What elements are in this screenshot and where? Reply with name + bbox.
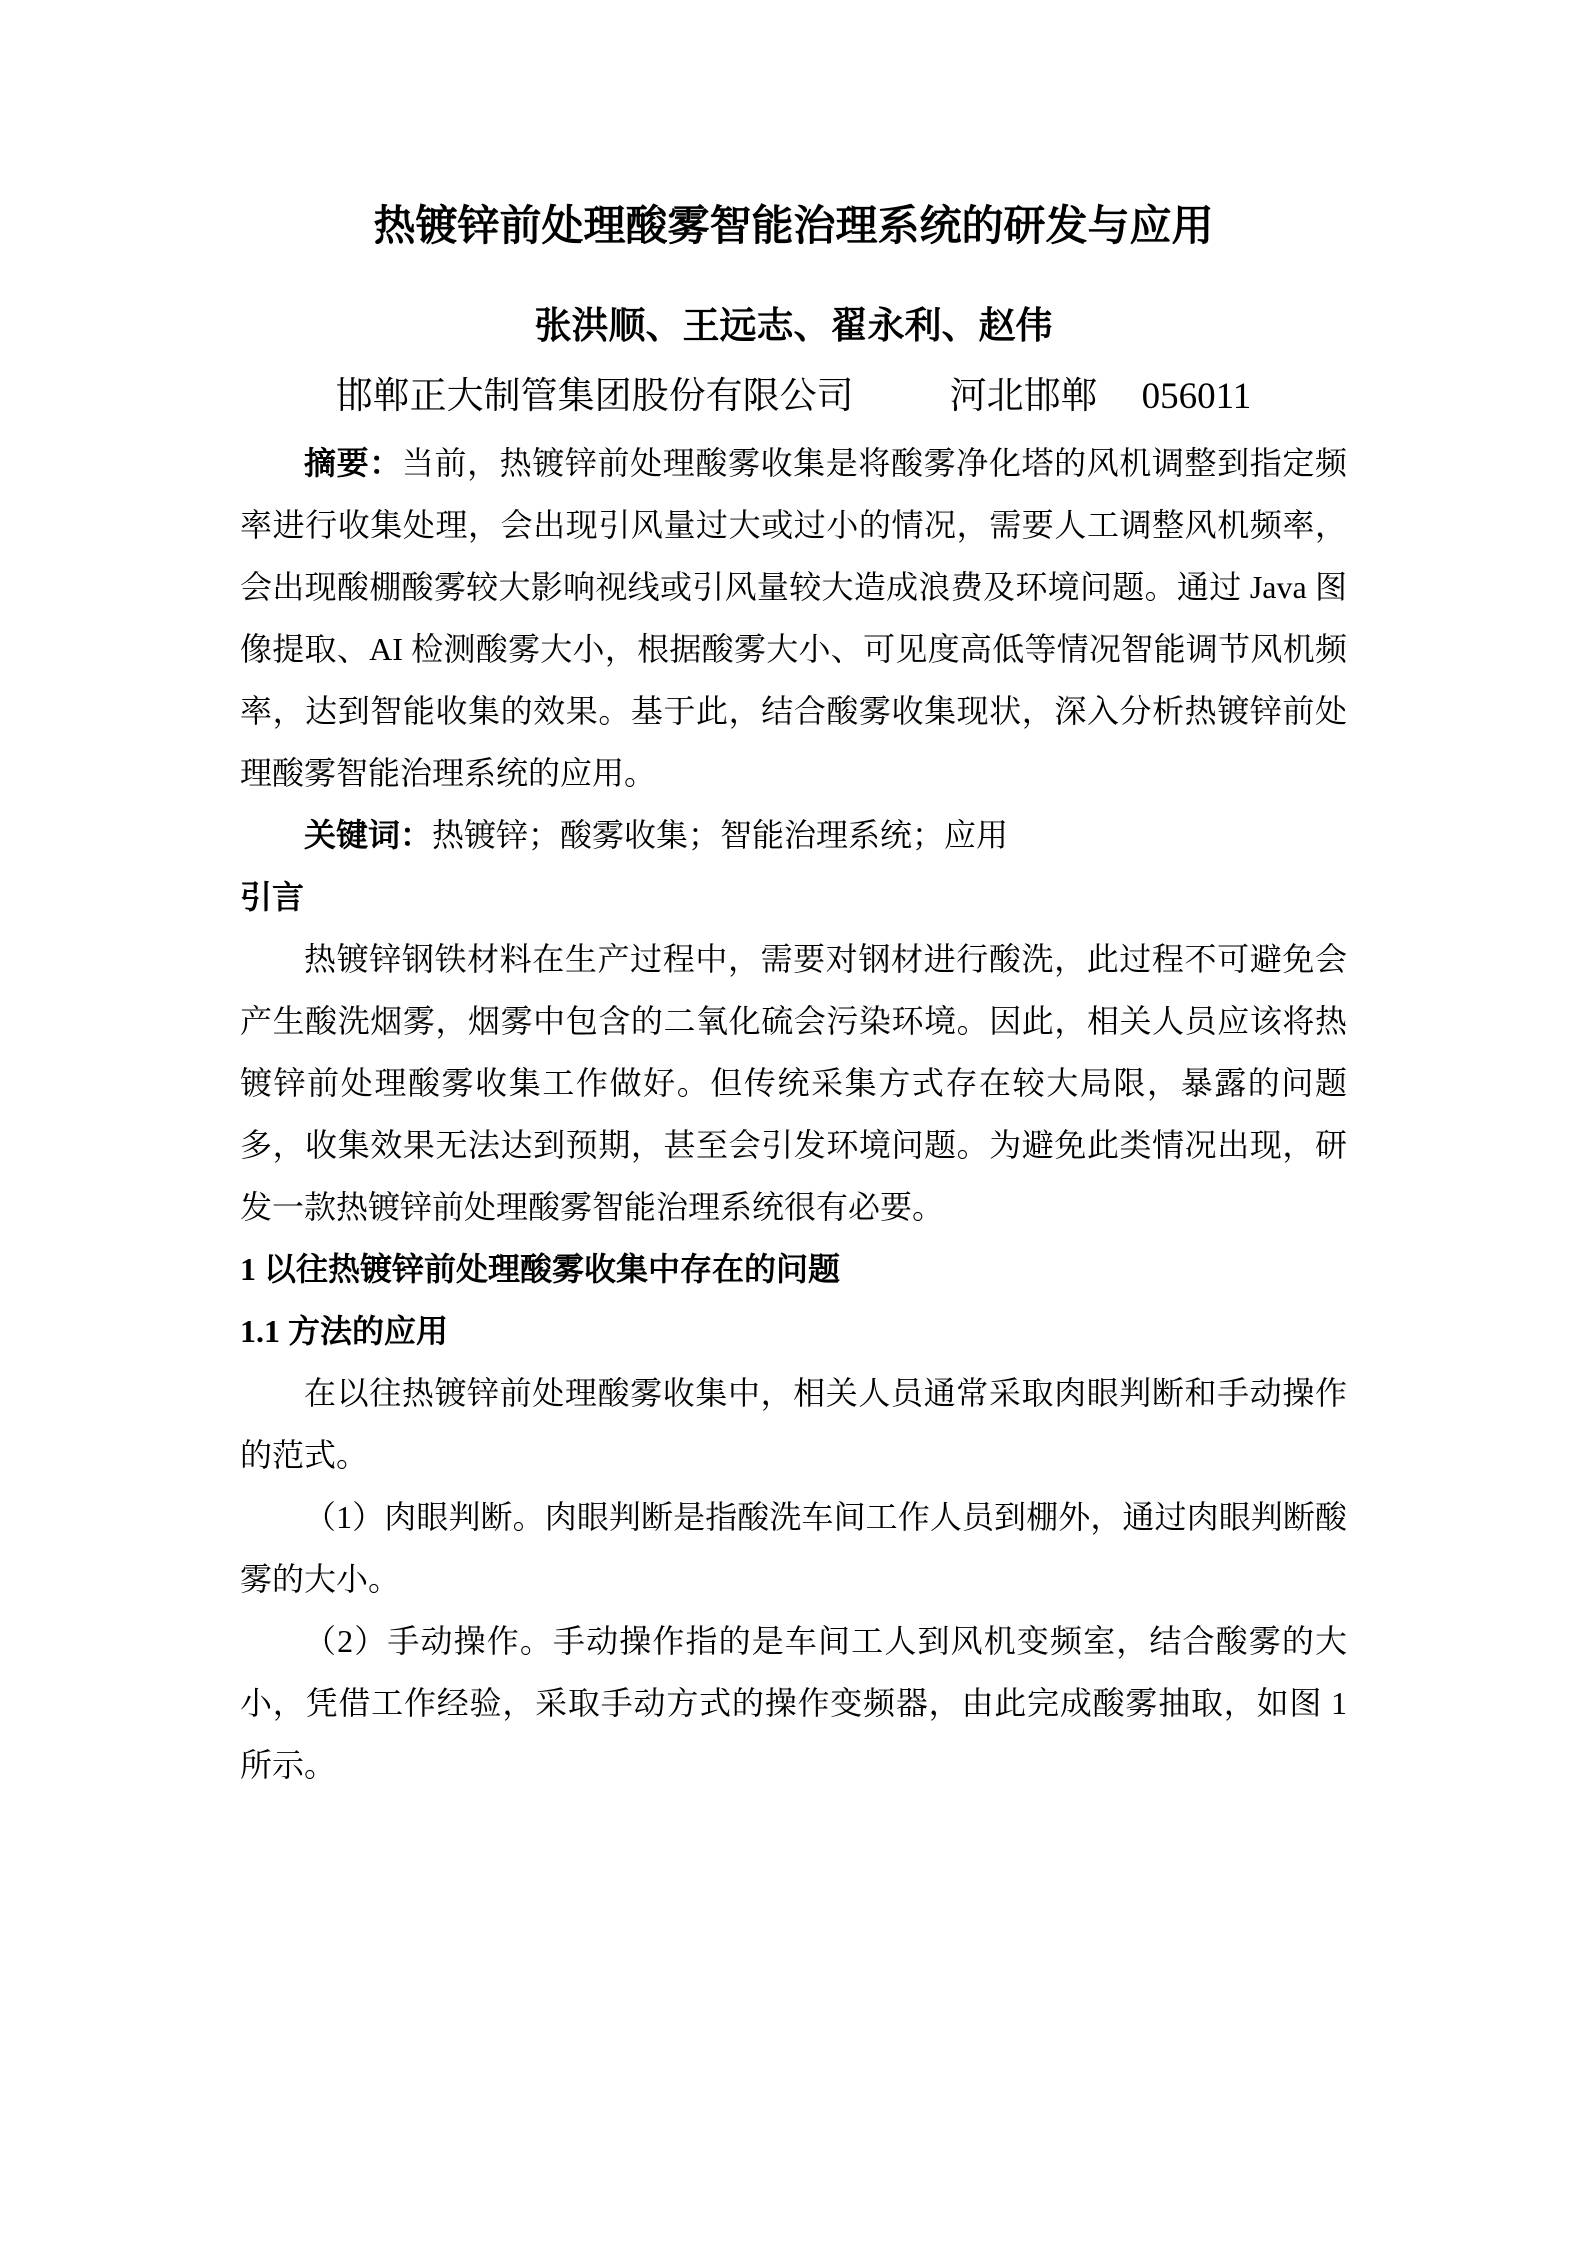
section-1-1-heading: 1.1 方法的应用 xyxy=(240,1313,449,1349)
paper-title: 热镀锌前处理酸雾智能治理系统的研发与应用 xyxy=(373,204,1214,250)
section-1-heading: 1 以往热镀锌前处理酸雾收集中存在的问题 xyxy=(240,1251,841,1287)
keywords-label: 关键词： xyxy=(304,817,433,853)
affiliation-line xyxy=(240,362,1347,432)
abstract-paragraph xyxy=(240,432,1347,804)
keywords-text: 热镀锌；酸雾收集；智能治理系统；应用 xyxy=(432,817,1009,853)
intro-heading: 引言 xyxy=(240,879,305,915)
intro-paragraph: 热镀锌钢铁材料在生产过程中，需要对钢材进行酸洗，此过程不可避免会产生酸洗烟雾，烟雾中包含的二氧化硫会污染环境。因此，相关人员应该将热镀锌前处理酸雾收集工作做好。但传统采集方式存在较大局限，暴露的问题多，收集效果无法达到预期，甚至会引发环境问题。为避免此类情况出现，研发一款热镀锌前处理酸雾智能治理系统很有必要。 xyxy=(240,941,1347,1225)
abstract-text: 当前，热镀锌前处理酸雾收集是将酸雾净化塔的风机调整到指定频率进行收集处理，会出现引风量过大或过小的情况，需要人工调整风机频率，会出现酸棚酸雾较大影响视线或引风量较大造成浪费及环境问题。通过 Java 图像提取、AI 检测酸雾大小，根据酸雾大小、可见度高低等情况智能调节风机频率，达到智能收集的效果。基于此，结合酸雾收集现状，深入分析热镀锌前处理酸雾智能治理系统的应用。 xyxy=(240,445,1347,791)
section-1-1-paragraph-3: （2）手动操作。手动操作指的是车间工人到风机变频室，结合酸雾的大小，凭借工作经验，采取手动方式的操作变频器，由此完成酸雾抽取，如图 1 所示。 xyxy=(240,1623,1347,1783)
authors-line: 张洪顺、王远志、翟永利、赵伟 xyxy=(534,306,1053,347)
abstract-label: 摘要： xyxy=(304,445,402,481)
affiliation-postal-code: 056011 xyxy=(1141,376,1252,417)
affiliation-organization: 邯郸正大制管集团股份有限公司 xyxy=(335,376,854,417)
keywords-paragraph xyxy=(240,804,1347,866)
section-1-1-paragraph-2: （1）肉眼判断。肉眼判断是指酸洗车间工作人员到棚外，通过肉眼判断酸雾的大小。 xyxy=(240,1499,1347,1597)
affiliation-location: 河北邯郸 xyxy=(949,376,1098,417)
section-1-1-paragraph-1: 在以往热镀锌前处理酸雾收集中，相关人员通常采取肉眼判断和手动操作的范式。 xyxy=(240,1375,1347,1473)
